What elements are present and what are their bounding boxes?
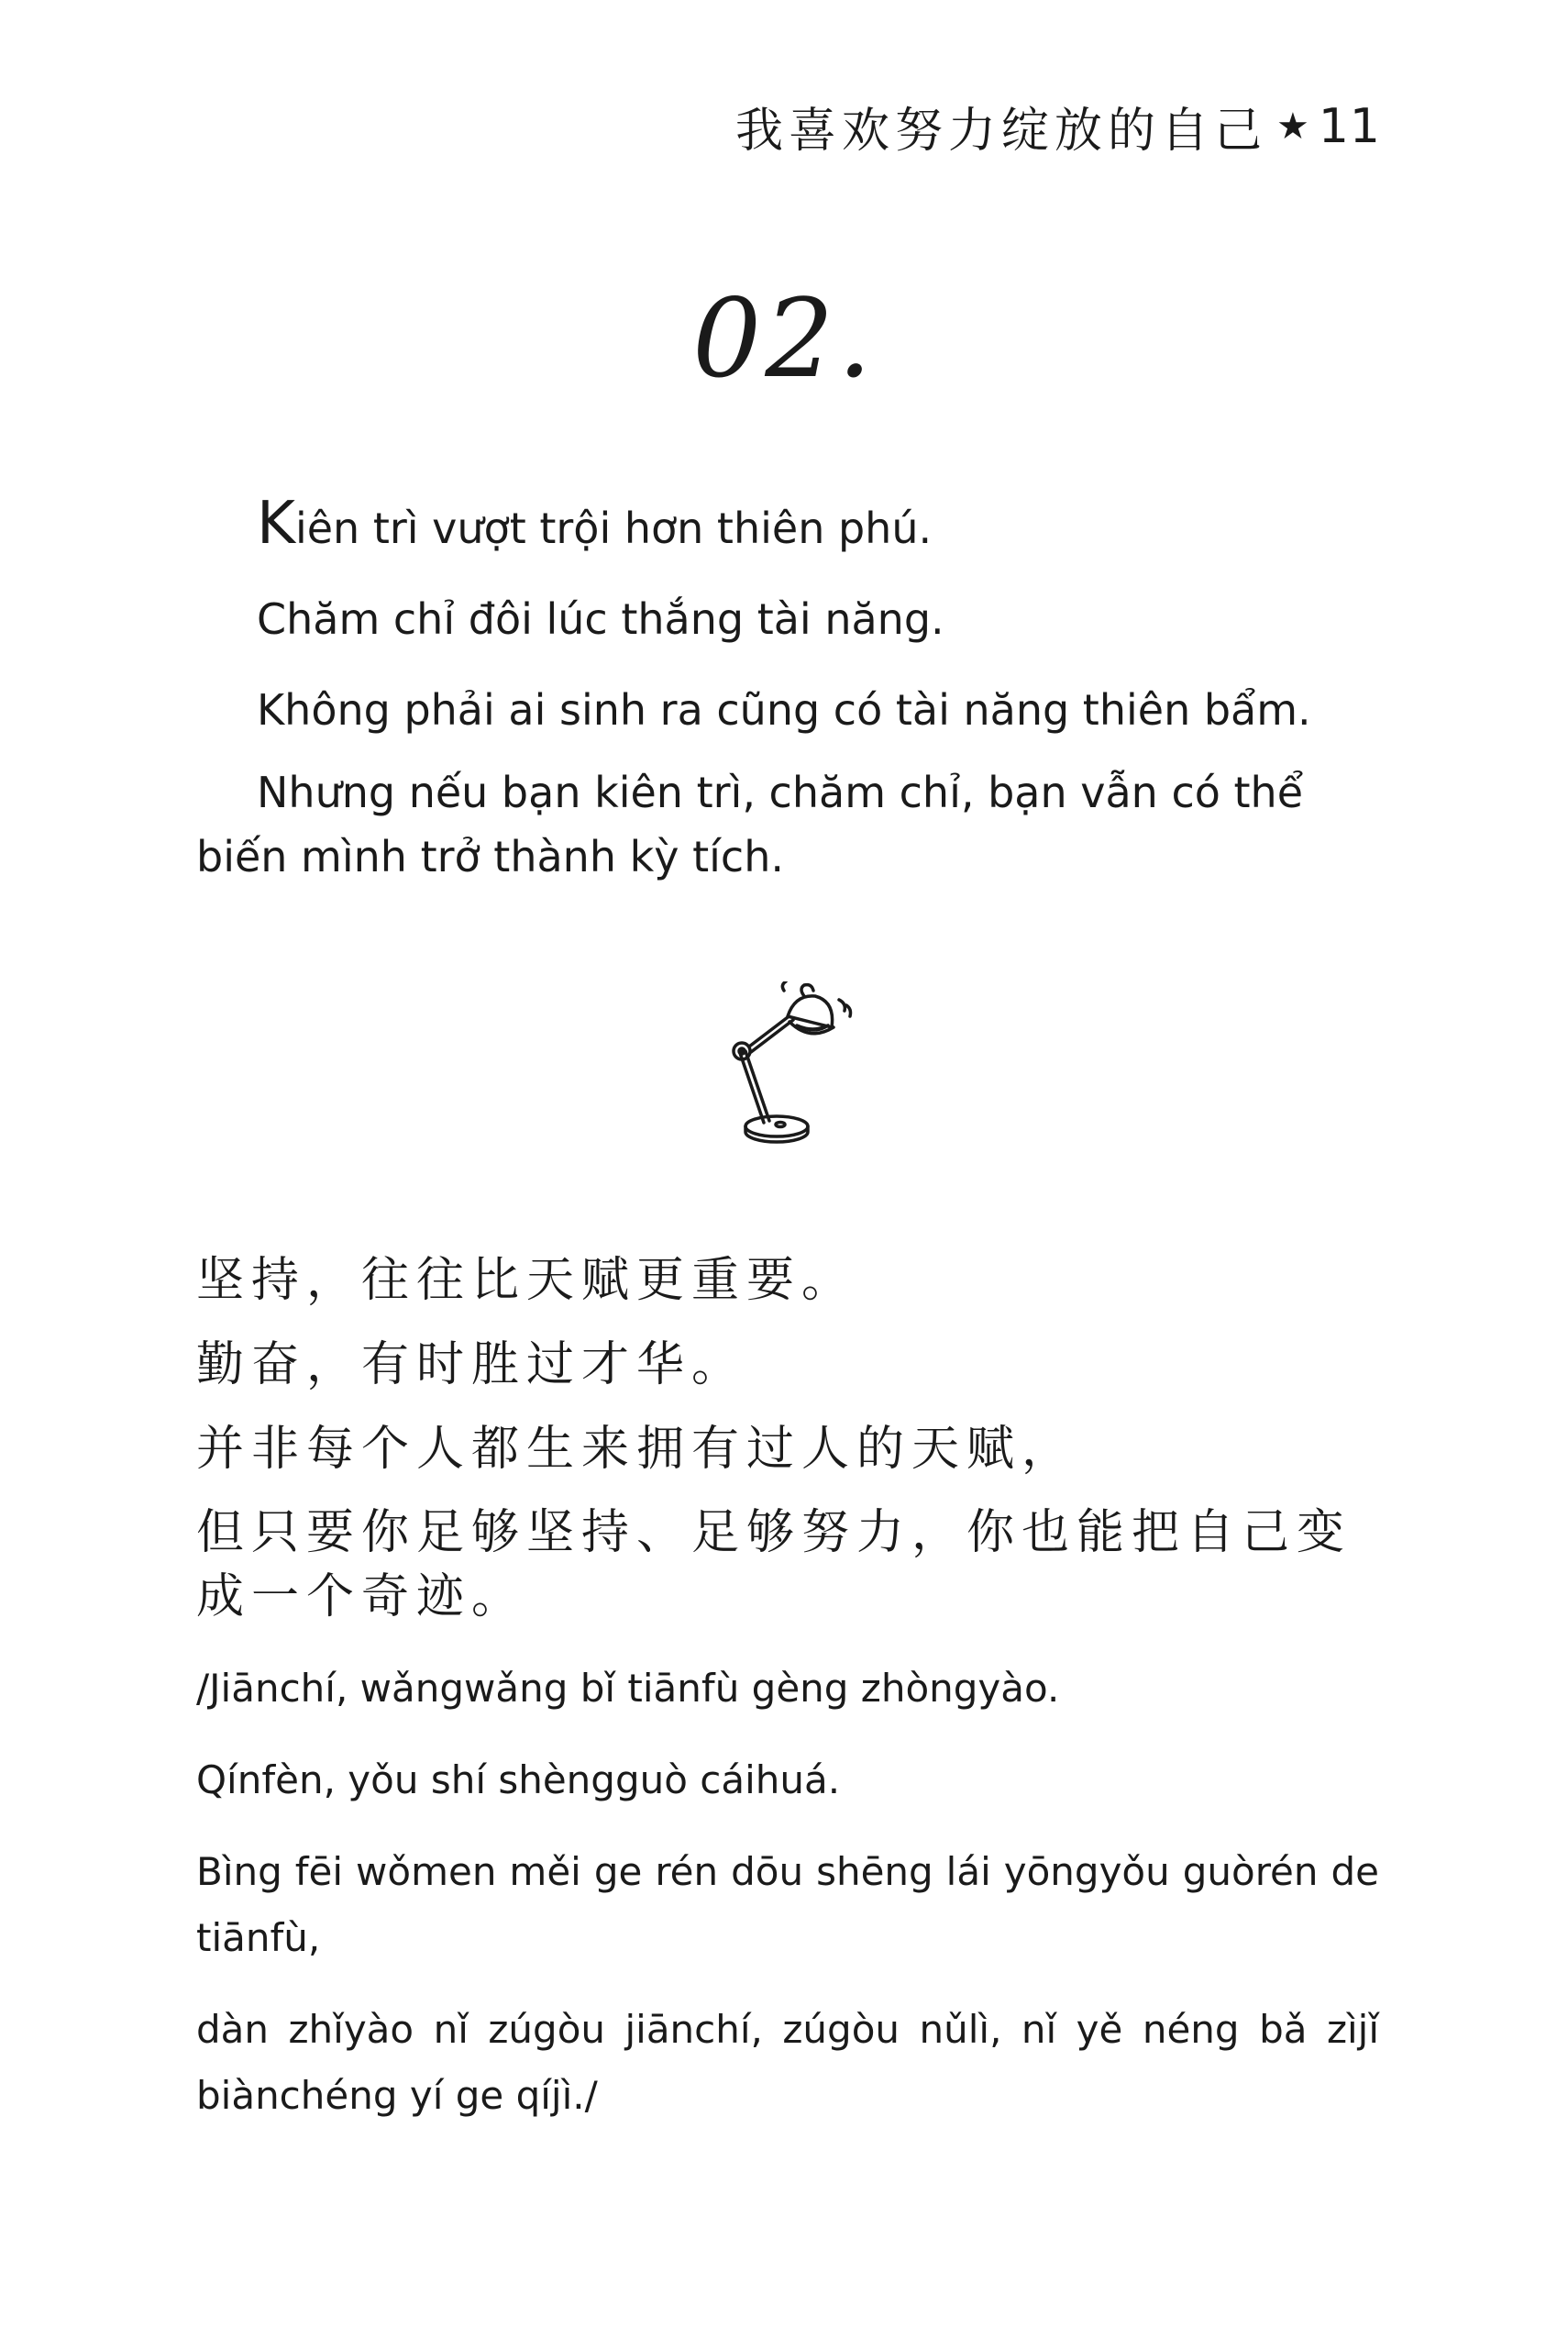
header-title: 我喜欢努力绽放的自己 <box>734 104 1267 159</box>
vietnamese-line: Nhưng nếu bạn kiên trì, chăm chỉ, bạn vẫn có thể biến mình trở thành kỳ tích. <box>196 768 1303 881</box>
star-icon: ★ <box>1275 105 1309 148</box>
chinese-line: 勤奋，有时胜过才华。 <box>196 1337 747 1392</box>
desk-lamp-icon <box>720 981 867 1147</box>
page-number: 11 <box>1318 98 1381 154</box>
pinyin-line: Qínfèn, yǒu shí shèngguò cáihuá. <box>196 1757 841 1802</box>
pinyin-paragraph <box>196 1656 1379 2155</box>
pinyin-line: dàn zhǐyào nǐ zúgòu jiānchí, zúgòu nǔlì, nǐ yě néng bǎ zìjǐ biànchéng yí ge qíjì./ <box>196 2007 1379 2118</box>
running-header <box>735 92 1381 161</box>
drop-cap: K <box>257 490 295 558</box>
vietnamese-line <box>196 491 1379 561</box>
pinyin-line: Bìng fēi wǒmen měi ge rén dōu shēng lái yōngyǒu guòrén de tiānfù, <box>196 1849 1379 1960</box>
vietnamese-line: Chăm chỉ đôi lúc thắng tài năng. <box>257 594 944 644</box>
vietnamese-line-text: iên trì vượt trội hơn thiên phú. <box>294 504 933 553</box>
vietnamese-line: Không phải ai sinh ra cũng có tài năng thiên bẩm. <box>257 685 1311 735</box>
chinese-paragraph <box>196 1247 1379 1647</box>
chinese-line: 并非每个人都生来拥有过人的天赋， <box>196 1422 1077 1477</box>
chapter-number: 02. <box>692 275 876 402</box>
vietnamese-paragraph <box>196 491 1379 914</box>
chinese-line: 但只要你足够坚持、足够努力，你也能把自己变成一个奇迹。 <box>196 1505 1353 1624</box>
pinyin-line: /Jiānchí, wǎngwǎng bǐ tiānfù gèng zhòngyào. <box>196 1666 1060 1711</box>
chinese-line: 坚持，往往比天赋更重要。 <box>196 1253 857 1308</box>
